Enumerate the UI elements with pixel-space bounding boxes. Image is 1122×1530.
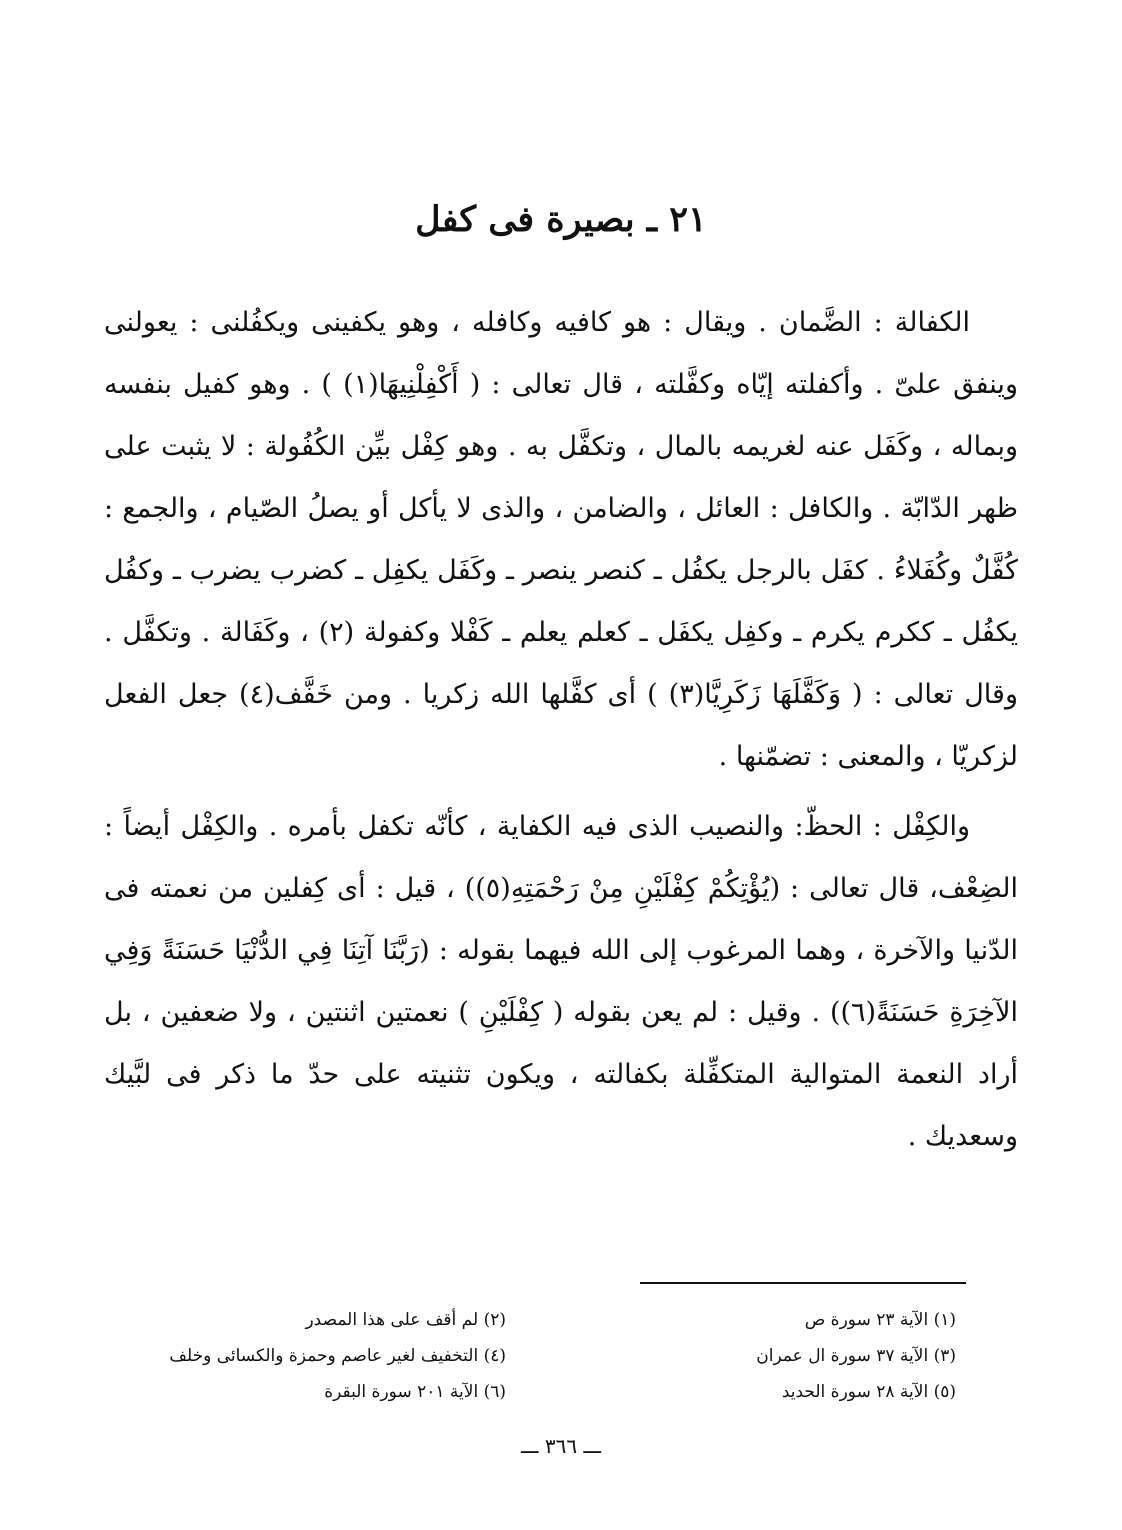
footnote-4: (٤) التخفيف لغير عاصم وحمزة والكسائى وخلف bbox=[169, 1346, 506, 1366]
footnote-5: (٥) الآية ٢٨ سورة الحديد bbox=[781, 1382, 956, 1402]
footnote-divider bbox=[640, 1282, 966, 1284]
footnote-1: (١) الآية ٢٣ سورة ص bbox=[804, 1310, 956, 1330]
footnote-3: (٣) الآية ٣٧ سورة ال عمران bbox=[756, 1346, 956, 1366]
section-title: ٢١ ـ بصيرة فى كفل bbox=[415, 199, 707, 240]
footnotes-right-column bbox=[546, 1302, 956, 1410]
paragraph-kifl: والكِفْل : الحظّ: والنصيب الذى فيه الكفاية ، كأنّه تكفل بأمره . والكِفْل أيضاً : الضِعْف، قال تعالى : (يُؤْتِكُمْ كِفْلَيْنِ مِنْ رَحْمَتِهِ(٥)) ، قيل : أى كِفلين من نعمته فى الدّنيا والآخرة ، وهما المرغوب إلى الله فيهما بقوله : (رَبَّنَا آتِنَا فِي الدُّنْيَا حَسَنَةً وَفِي الآخِرَةِ حَسَنَةً(٦)) . وقيل : لم يعن بقوله ( كِفْلَيْنِ ) نعمتين اثنتين ، ولا ضعفين ، بل أراد النعمة المتوالية المتكفِّلة بكفالته ، ويكون تثنيته على حدّ ما ذكر فى لبَّيك وسعديك . bbox=[104, 811, 1019, 1152]
body-text bbox=[104, 292, 1018, 1168]
footnotes-left-column bbox=[96, 1302, 506, 1410]
paragraph-kafala: الكفالة : الضَّمان . ويقال : هو كافيه وكافله ، وهو يكفينى ويكفُلنى : يعولنى وينفق علىّ . وأكفلته إيّاه وكفَّلته ، قال تعالى : ( أَكْفِلْنِيهَا(١) ) . وهو كفيل بنفسه وبماله ، وكَفَل عنه لغريمه بالمال ، وتكفَّل به . وهو كِفْل بيِّن الكُفُولة : لا يثبت على ظهر الدّابّة . والكافل : العائل ، والضامن ، والذى لا يأكل أو يصلُ الصّيام ، والجمع : كُفَّلٌ وكُفَلاءُ . كفَل بالرجل يكفُل ـ كنصر ينصر ـ وكَفَل يكفِل ـ كضرب يضرب ـ وكفُل يكفُل ـ ككرم يكرم ـ وكفِل يكفَل ـ كعلم يعلم ـ كَفْلا وكفولة (٢) ، وكَفَالة . وتكفَّل . وقال تعالى : ( وَكَفَّلَهَا زَكَرِيَّا(٣) ) أى كفَّلها الله زكريا . ومن خَفَّف(٤) جعل الفعل لزكريّا ، والمعنى : تضمّنها . bbox=[104, 307, 1018, 772]
footnote-6: (٦) الآية ٢٠١ سورة البقرة bbox=[324, 1382, 506, 1402]
footnotes bbox=[96, 1302, 956, 1410]
footnote-2: (٢) لم أقف على هذا المصدر bbox=[305, 1310, 506, 1330]
page-number: ـــ ٣٦٦ ـــ bbox=[520, 1434, 602, 1458]
